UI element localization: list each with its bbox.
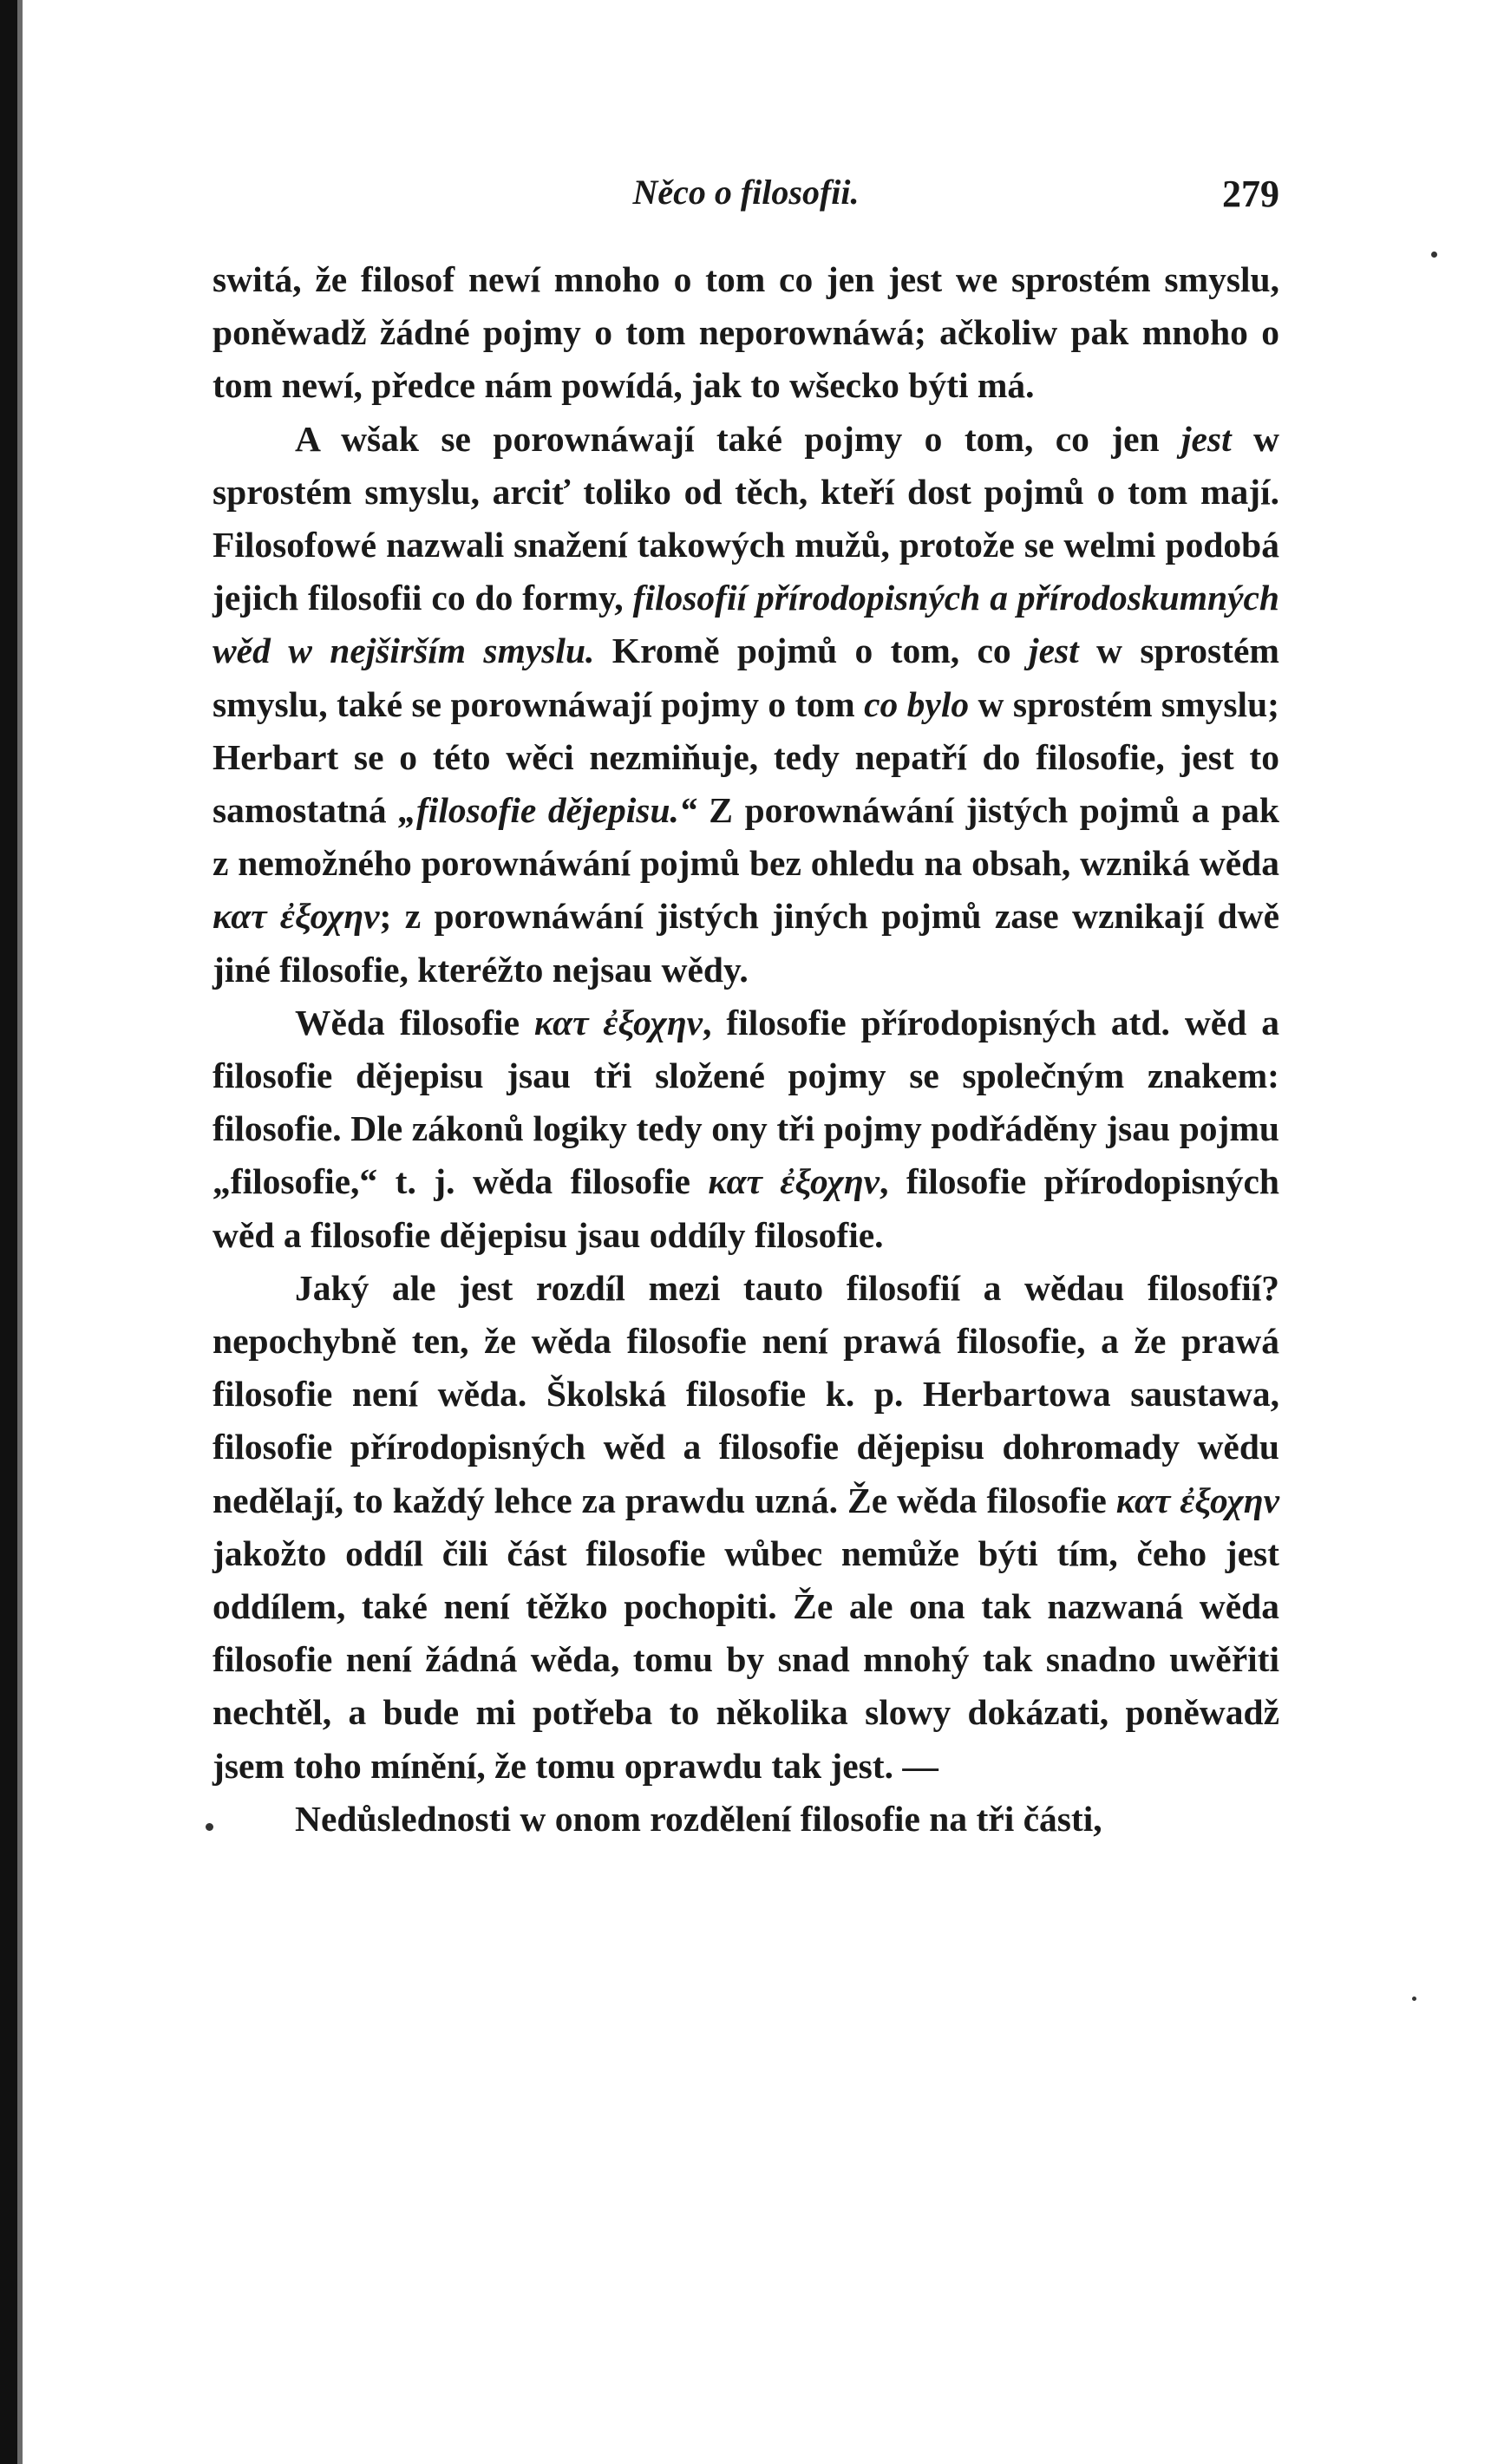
text-run: , filosofie přírodopisných atd. wěd a filosofie dějepisu jsau tři složené pojmy se společným znakem: filosofie. Dle zákonů logiky tedy ony tři pojmy podřáděny jsau pojmu „filosofie,“ t. j. wěda filosofie [213,1002,1279,1202]
text-run: A wšak se porownáwají také pojmy o tom, co jen [295,418,1181,459]
paragraph [213,1262,1279,1793]
text-run: w sprostém smyslu; Herbart se o této wěci nezmiňuje, tedy nepatří do filosofie, jest to samostatná [213,683,1279,831]
text-run: Kromě pojmů o tom, co [594,631,1030,671]
page-header [213,172,1279,232]
text-run: Wěda filosofie [295,1002,534,1042]
paragraph [213,1793,1279,1846]
text-run: Jaký ale jest rozdíl mezi tauto filosofií a wědau filosofií? nepochybně ten, že wěda filosofie není prawá filosofie, a že prawá filosofie není wěda. Školská filosofie k. p. Herbartowa saustawa, filosofie přírodopisných wěd a filosofie dějepisu dohromady wědu nedělají, to každý lehce za prawdu uzná. Že wěda filosofie [213,1267,1279,1520]
emphasized-text: κατ ἐξοχην [1115,1480,1280,1520]
emphasized-text: „filosofie dějepisu.“ [398,790,697,831]
paper-speck [1431,252,1437,258]
emphasized-text: jest [1029,631,1079,671]
emphasized-text: co bylo [864,683,970,724]
emphasized-text: κατ ἐξοχην [533,1002,703,1042]
paragraph [213,997,1279,1262]
text-run: jakožto oddíl čili část filosofie wůbec nemůže býti tím, čeho jest oddílem, také není těžko pochopiti. Že ale ona tak nazwaná wěda filosofie není žádná wěda, tomu by snad mnohý tak snadno uwěřiti nechtěl, a bude mi potřeba to několika slowy dokázati, poněwadž jsem toho mínění, že tomu oprawdu tak jest. — [213,1533,1279,1786]
text-run: switá, že filosof newí mnoho o tom co jen jest we sprostém smyslu, poněwadž žádné pojmy o tom neporownáwá; ačkoliw pak mnoho o tom newí, předce nám powídá, jak to wšecko býti má. [213,259,1279,406]
text-run: Nedůslednosti w onom rozdělení filosofie na tři části, [295,1798,1102,1839]
paragraph [213,413,1279,997]
paper-speck [206,1823,213,1831]
emphasized-text: κατ ἐξοχην [708,1161,880,1202]
text-run: ; z porownáwání jistých jiných pojmů zase wznikají dwě jiné filosofie, kteréžto nejsau wědy. [213,896,1279,990]
page-number: 279 [1222,173,1279,215]
emphasized-text: jest [1180,418,1232,459]
paragraph [213,253,1279,413]
text-run: w sprostém smyslu, arciť toliko od těch, kteří dost pojmů o tom mají. Filosofowé nazwali snažení takowých mužů, protože se welmi podobá jejich filosofii co do formy, [213,418,1279,618]
running-title: Něco o filosofii. [632,173,860,212]
body-text [213,253,1279,1846]
text-run: w sprostém smyslu, také se porownáwají pojmy o tom [213,631,1279,724]
paper-speck [1412,1997,1416,2001]
emphasized-text: κατ ἐξοχην [213,896,380,937]
text-run: , filosofie přírodopisných wěd a filosofie dějepisu jsau oddíly filosofie. [213,1161,1279,1255]
emphasized-text: filosofií přírodopisných a přírodoskumných wěd w nejširším smyslu. [213,578,1279,671]
text-run: Z porownáwání jistých pojmů a pak z nemožného porownáwání pojmů bez ohledu na obsah, wzniká wěda [213,790,1279,884]
